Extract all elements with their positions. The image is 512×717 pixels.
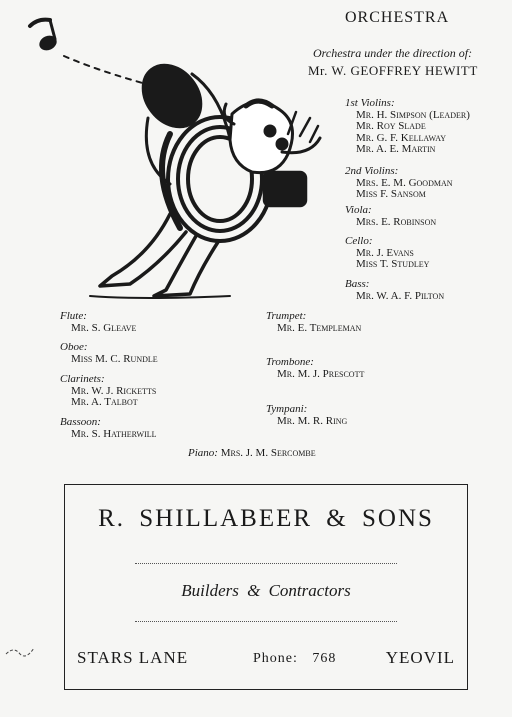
company-address: STARS LANE [77, 648, 189, 667]
section-label: Trumpet: [266, 310, 307, 322]
player-name: Mrs. E. Robinson [356, 215, 437, 228]
player-name: Mr. H. Simpson (Leader) [356, 108, 470, 121]
player-name: Mr. W. A. F. Pilton [356, 289, 445, 302]
section-label: Tympani: [266, 403, 308, 415]
section-label: Cello: [345, 235, 373, 247]
section-label: Bassoon: [60, 416, 101, 428]
player-name: Mr. G. F. Kellaway [356, 131, 447, 144]
phone-label: Phone: [253, 651, 298, 666]
section-label: Oboe: [60, 341, 88, 353]
advertisement-box [64, 484, 468, 690]
section-label: Flute: [60, 310, 87, 322]
player-name: Mr. A. Talbot [71, 396, 138, 408]
section-clarinets [60, 374, 156, 409]
company-phone [253, 651, 336, 667]
section-label: Trombone: [266, 356, 314, 368]
section-bass [345, 279, 444, 302]
player-name: Mr. M. J. Prescott [277, 367, 365, 380]
player-name: Mrs. E. M. Goodman [356, 176, 453, 189]
orchestra-title: ORCHESTRA [345, 9, 450, 26]
player-name: Mr. W. J. Ricketts [71, 384, 157, 397]
player-name: Mr. Roy Slade [356, 120, 426, 132]
section-flute [60, 311, 136, 334]
player-legs [90, 214, 230, 298]
section-label: 1st Violins: [345, 97, 395, 109]
section-label: Bass: [345, 278, 370, 290]
piano-player: Mrs. J. M. Sercombe [220, 447, 316, 459]
section-viola [345, 205, 436, 228]
section-second-violins [345, 166, 453, 201]
player-name: Mr. J. Evans [356, 246, 414, 259]
player-name: Miss T. Studley [356, 258, 430, 270]
player-name: Miss M. C. Rundle [71, 352, 158, 365]
player-name: Mr. M. R. Ring [277, 414, 348, 427]
section-bassoon [60, 417, 157, 440]
section-trumpet [266, 311, 361, 334]
section-tympani [266, 404, 347, 427]
company-town: YEOVIL [385, 648, 455, 667]
company-name: R. SHILLABEER & SONS [98, 505, 434, 532]
piano-line [188, 447, 316, 459]
phone-number: 768 [312, 651, 337, 666]
section-oboe [60, 342, 158, 365]
player-name: Mr. E. Templeman [277, 321, 362, 334]
player-name: Mr. S. Hatherwill [71, 427, 157, 440]
section-cello [345, 236, 429, 271]
section-label: Clarinets: [60, 373, 105, 385]
player-name: Miss F. Sansom [356, 188, 426, 200]
player-name: Mr. S. Gleave [71, 321, 137, 334]
piano-label: Piano: [188, 447, 218, 459]
dotted-divider [135, 621, 397, 622]
section-trombone [266, 357, 364, 380]
section-label: 2nd Violins: [345, 165, 399, 177]
dotted-divider [135, 563, 397, 564]
company-trade: Builders & Contractors [181, 581, 351, 600]
conductor-name: Mr. W. GEOFFREY HEWITT [308, 63, 478, 78]
section-first-violins [345, 98, 470, 156]
direction-line: Orchestra under the direction of: [313, 46, 473, 60]
pen-mark [4, 640, 38, 662]
section-label: Viola: [345, 204, 372, 216]
player-name: Mr. A. E. Martin [356, 143, 436, 155]
player-head [224, 101, 292, 173]
sousaphone-player-illustration [20, 14, 340, 304]
